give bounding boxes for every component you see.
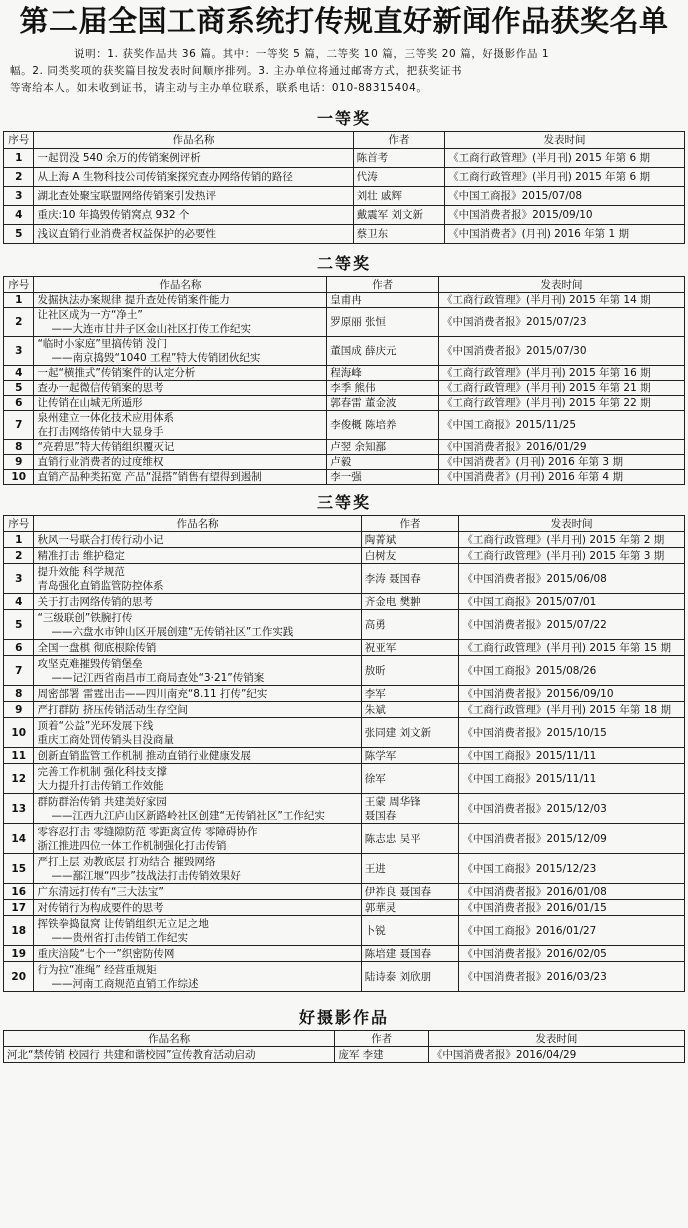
work-title-line: 严打群防 挤压传销活动生存空间	[37, 703, 188, 716]
publish-date: 《工商行政管理》(半月刊) 2015 年第 16 期	[439, 366, 685, 381]
work-title	[34, 187, 353, 206]
work-title	[34, 225, 353, 244]
work-title	[34, 748, 361, 764]
row-number: 4	[4, 594, 34, 610]
table-row	[4, 824, 685, 854]
work-title-line: 攻坚克难摧毁传销堡垒	[37, 657, 143, 670]
publish-date: 《中国消费者报》2016/03/23	[459, 962, 685, 992]
work-title-line: 提升效能 科学规范	[37, 565, 125, 578]
award-section	[0, 491, 688, 992]
table-row	[4, 594, 685, 610]
work-title	[34, 396, 327, 411]
table-row	[4, 884, 685, 900]
work-author: 李涛 聂国春	[361, 564, 459, 594]
work-author: 董国成 薛庆元	[327, 337, 439, 366]
work-author: 陈首考	[353, 149, 444, 168]
work-author: 李季 熊伟	[327, 381, 439, 396]
table-row	[4, 610, 685, 640]
row-number: 1	[4, 532, 34, 548]
row-number: 17	[4, 900, 34, 916]
publish-date: 《中国工商报》2016/01/27	[459, 916, 685, 946]
table-row	[4, 411, 685, 440]
publish-date: 《工商行政管理》(半月刊) 2015 年第 21 期	[439, 381, 685, 396]
work-author: 陈学军	[361, 748, 459, 764]
work-title	[34, 455, 327, 470]
publish-date: 《中国消费者报》2015/12/03	[459, 794, 685, 824]
table-header-row	[4, 1031, 685, 1047]
publish-date: 《工商行政管理》(半月刊) 2015 年第 3 期	[459, 548, 685, 564]
work-author: 齐金电 樊翀	[361, 594, 459, 610]
work-subtitle-line: ——河南工商规范直销工作综述	[51, 977, 199, 990]
publish-date: 《工商行政管理》(半月刊) 2015 年第 14 期	[439, 293, 685, 308]
work-subtitle-line: ——贵州省打击传销工作纪实	[51, 931, 188, 944]
work-author: 蔡卫东	[353, 225, 444, 244]
publish-date: 《工商行政管理》(半月刊) 2015 年第 18 期	[459, 702, 685, 718]
table-row	[4, 718, 685, 748]
table-row	[4, 440, 685, 455]
work-title	[34, 900, 361, 916]
publish-date: 《工商行政管理》(半月刊) 2015 年第 6 期	[445, 168, 685, 187]
work-subtitle-line: 重庆工商处罚传销头目没商量	[37, 733, 174, 746]
work-title-line: “三级联创”铁腕打传	[37, 611, 133, 624]
header-seq: 序号	[4, 277, 34, 293]
row-number: 2	[4, 308, 34, 337]
row-number: 3	[4, 564, 34, 594]
row-number: 1	[4, 149, 34, 168]
work-subtitle-line: ——江西九江庐山区新路岭社区创建“无传销社区”工作纪实	[51, 809, 325, 822]
row-number: 10	[4, 718, 34, 748]
row-number: 5	[4, 381, 34, 396]
work-author: 罗原丽 张恒	[327, 308, 439, 337]
table-row	[4, 854, 685, 884]
work-title	[34, 411, 327, 440]
award-table	[3, 276, 685, 485]
publish-date: 《中国消费者报》2016/04/29	[428, 1047, 684, 1063]
table-row	[4, 455, 685, 470]
award-section	[0, 252, 688, 485]
work-title-line: 湖北查处聚宝联盟网络传销案引发热评	[37, 190, 216, 202]
work-author: 王进	[361, 854, 459, 884]
table-row	[4, 396, 685, 411]
row-number: 10	[4, 470, 34, 485]
work-subtitle-line: 青岛强化直销监管防控体系	[37, 579, 164, 592]
work-title-line: 零容忍打击 零缝隙防范 零距离宣传 零障碍协作	[37, 825, 258, 838]
work-author	[361, 794, 459, 824]
work-subtitle-line: ——六盘水市钟山区开展创建“无传销社区”工作实践	[51, 625, 294, 638]
publish-date: 《工商行政管理》(半月刊) 2015 年第 22 期	[439, 396, 685, 411]
publish-date: 《中国消费者报》2015/09/10	[445, 206, 685, 225]
publish-date: 《中国工商报》2015/07/08	[445, 187, 685, 206]
row-number: 18	[4, 916, 34, 946]
award-table	[3, 515, 685, 992]
table-header-row	[4, 277, 685, 293]
work-title	[34, 470, 327, 485]
work-title	[34, 594, 361, 610]
table-row	[4, 293, 685, 308]
table-row	[4, 308, 685, 337]
row-number: 4	[4, 206, 34, 225]
table-row	[4, 748, 685, 764]
publish-date: 《中国消费者报》2016/01/08	[459, 884, 685, 900]
work-title-line: 关于打击网络传销的思考	[37, 595, 153, 608]
publish-date: 《中国工商报》2015/12/23	[459, 854, 685, 884]
table-row	[4, 381, 685, 396]
award-table	[3, 1030, 685, 1063]
work-title-line: 重庆:10 年捣毁传销窝点 932 个	[37, 209, 190, 221]
publish-date: 《中国消费者报》2015/07/30	[439, 337, 685, 366]
table-row	[4, 900, 685, 916]
author-line: 王蒙 周华锋	[364, 795, 421, 808]
work-title	[34, 206, 353, 225]
work-title	[34, 916, 361, 946]
author-line: 聂国春	[364, 809, 397, 822]
table-row	[4, 470, 685, 485]
work-subtitle-line: 在打击网络传销中大显身手	[37, 426, 164, 438]
row-number: 8	[4, 440, 34, 455]
work-title-line: 一起“横推式”传销案件的认定分析	[37, 367, 196, 379]
work-title	[34, 440, 327, 455]
work-title-line: 严打上层 劝教底层 打劝结合 摧毁网络	[37, 855, 216, 868]
publish-date: 《中国工商报》2015/08/26	[459, 656, 685, 686]
work-title-line: 精准打击 维护稳定	[37, 549, 125, 562]
row-number: 6	[4, 640, 34, 656]
work-subtitle-line: ——南京捣毁“1040 工程”特大传销团伙纪实	[51, 352, 261, 364]
work-title-line: 让传销在山城无所遁形	[37, 397, 143, 409]
header-date: 发表时间	[459, 516, 685, 532]
publish-date: 《中国消费者报》2015/12/09	[459, 824, 685, 854]
publish-date: 《中国消费者》(月刊) 2016 年第 3 期	[439, 455, 685, 470]
row-number: 15	[4, 854, 34, 884]
header-name: 作品名称	[34, 132, 353, 149]
header-date: 发表时间	[439, 277, 685, 293]
publish-date: 《中国消费者报》20156/09/10	[459, 686, 685, 702]
work-title	[34, 548, 361, 564]
table-row	[4, 946, 685, 962]
table-header-row	[4, 132, 685, 149]
work-title	[34, 366, 327, 381]
table-row	[4, 206, 685, 225]
row-number: 11	[4, 748, 34, 764]
work-author: 陈志忠 吴平	[361, 824, 459, 854]
work-author: 陆诗泰 刘欣朋	[361, 962, 459, 992]
row-number: 16	[4, 884, 34, 900]
work-title-line: 发掘执法办案规律 提升查处传销案件能力	[37, 294, 230, 306]
section-title: 好摄影作品	[298, 1008, 389, 1027]
publish-date: 《中国消费者报》2016/01/29	[439, 440, 685, 455]
table-row	[4, 794, 685, 824]
table-row	[4, 702, 685, 718]
award-section	[0, 107, 688, 244]
table-header-row	[4, 516, 685, 532]
work-title	[34, 718, 361, 748]
award-table	[3, 131, 685, 244]
work-subtitle-line: ——记江西省南昌市工商局查处“3·21”传销案	[51, 671, 265, 684]
row-number: 20	[4, 962, 34, 992]
note-line: 等寄给本人。如未收到证书，请主动与主办单位联系，联系电话：010-88315404。	[10, 82, 428, 94]
header-author: 作者	[327, 277, 439, 293]
work-title-line: 直销产品种类拓宽 产品“混搭”销售有望得到遏制	[37, 471, 262, 483]
work-subtitle-line: 大力提升打击传销工作效能	[37, 779, 164, 792]
work-author: 皇甫冉	[327, 293, 439, 308]
publish-date: 《中国消费者报》2016/01/15	[459, 900, 685, 916]
publish-date: 《中国工商报》2015/11/11	[459, 764, 685, 794]
work-author: 程海峰	[327, 366, 439, 381]
work-title	[34, 702, 361, 718]
header-author: 作者	[361, 516, 459, 532]
header-name: 作品名称	[34, 516, 361, 532]
publish-date: 《中国消费者报》2016/02/05	[459, 946, 685, 962]
work-title-line: 一起罚没 540 余万的传销案例评析	[37, 152, 201, 164]
work-title-line: 让社区成为一方“净土”	[37, 309, 143, 321]
work-author: 白树友	[361, 548, 459, 564]
header-seq: 序号	[4, 132, 34, 149]
work-title-line: “亮碧思”特大传销组织覆灭记	[37, 441, 175, 453]
work-author: 卢毅	[327, 455, 439, 470]
row-number: 19	[4, 946, 34, 962]
work-title-line: 行为拉“准绳” 经营重规矩	[37, 963, 157, 976]
work-title-line: 直销行业消费者的过度维权	[37, 456, 164, 468]
work-author: 郭華灵	[361, 900, 459, 916]
work-author: 郭春雷 董金波	[327, 396, 439, 411]
sections-container	[0, 107, 688, 1063]
work-author: 陈培建 聂国春	[361, 946, 459, 962]
work-title	[34, 824, 361, 854]
work-author: 李军	[361, 686, 459, 702]
row-number: 3	[4, 187, 34, 206]
work-title	[34, 884, 361, 900]
row-number: 4	[4, 366, 34, 381]
work-author: 戴震军 刘文新	[353, 206, 444, 225]
row-number: 12	[4, 764, 34, 794]
row-number: 14	[4, 824, 34, 854]
work-title	[34, 794, 361, 824]
row-number: 3	[4, 337, 34, 366]
work-author: 李一强	[327, 470, 439, 485]
work-title	[34, 854, 361, 884]
page-title: 第二届全国工商系统打传规直好新闻作品获奖名单	[19, 4, 669, 38]
work-subtitle-line: ——鄯江堰“四步”技战法打击传销效果好	[51, 869, 241, 882]
work-author: 伊祚良 聂国春	[361, 884, 459, 900]
work-title-line: 广东清远打传有“三大法宝”	[37, 885, 164, 898]
work-title	[34, 564, 361, 594]
header-author: 作者	[335, 1031, 429, 1047]
table-row	[4, 686, 685, 702]
work-title	[34, 764, 361, 794]
header-name: 作品名称	[34, 277, 327, 293]
work-title-line: 创新直销监管工作机制 推动直销行业健康发展	[37, 749, 251, 762]
work-title-line: 秋风一号联合打传行动小记	[37, 533, 164, 546]
publish-date: 《中国消费者》(月刊) 2016 年第 1 期	[445, 225, 685, 244]
row-number: 6	[4, 396, 34, 411]
work-subtitle-line: 浙江推进四位一体工作机制强化打击传销	[37, 839, 227, 852]
publish-date: 《中国工商报》2015/07/01	[459, 594, 685, 610]
publish-date: 《中国消费者报》2015/06/08	[459, 564, 685, 594]
work-author: 高勇	[361, 610, 459, 640]
work-author: 张同建 刘文新	[361, 718, 459, 748]
row-number: 5	[4, 610, 34, 640]
publish-date: 《中国消费者报》2015/07/22	[459, 610, 685, 640]
row-number: 9	[4, 702, 34, 718]
work-title-line: 挥铁拳捣鼠窝 让传销组织无立足之地	[37, 917, 209, 930]
table-row	[4, 225, 685, 244]
table-row	[4, 916, 685, 946]
header-author: 作者	[353, 132, 444, 149]
work-title-line: 从上海 A 生物科技公司传销案探究查办网络传销的路径	[37, 171, 293, 183]
work-author: 敖昕	[361, 656, 459, 686]
work-title	[34, 686, 361, 702]
table-row	[4, 532, 685, 548]
header-date: 发表时间	[445, 132, 685, 149]
note-paragraph	[10, 46, 678, 97]
work-title	[34, 640, 361, 656]
work-title-line: 群防群治传销 共建美好家园	[37, 795, 167, 808]
row-number: 8	[4, 686, 34, 702]
work-title	[34, 381, 327, 396]
work-title-line: 对传销行为构成要件的思考	[37, 901, 164, 914]
work-author: 卢翌 余知鄯	[327, 440, 439, 455]
work-author: 庞军 李建	[335, 1047, 429, 1063]
publish-date: 《中国工商报》2015/11/25	[439, 411, 685, 440]
work-author: 祝亚军	[361, 640, 459, 656]
note-line: 幅。2. 同类奖项的获奖篇目按发表时间顺序排列。3. 主办单位将通过邮寄方式，把获奖证书	[10, 65, 463, 77]
table-row	[4, 149, 685, 168]
publish-date: 《工商行政管理》(半月刊) 2015 年第 6 期	[445, 149, 685, 168]
work-title	[34, 337, 327, 366]
table-row	[4, 366, 685, 381]
award-section	[0, 1006, 688, 1063]
work-title-line: 顶着“公益”光环发展下线	[37, 719, 154, 732]
work-title-line: 重庆涪陵“七个一”织密防传网	[37, 947, 175, 960]
publish-date: 《工商行政管理》(半月刊) 2015 年第 2 期	[459, 532, 685, 548]
header-date: 发表时间	[428, 1031, 684, 1047]
work-title	[4, 1047, 335, 1063]
work-title	[34, 946, 361, 962]
work-author: 代涛	[353, 168, 444, 187]
section-title: 三等奖	[316, 493, 371, 512]
work-title-line: 完善工作机制 强化科技支撑	[37, 765, 167, 778]
table-row	[4, 168, 685, 187]
publish-date: 《中国消费者报》2015/10/15	[459, 718, 685, 748]
table-row	[4, 640, 685, 656]
work-author: 刘壮 戚辉	[353, 187, 444, 206]
header-name: 作品名称	[4, 1031, 335, 1047]
work-title-line: 查办一起微信传销案的思考	[37, 382, 164, 394]
work-subtitle-line: ——大连市甘井子区金山社区打传工作纪实	[51, 323, 251, 335]
table-row	[4, 1047, 685, 1063]
work-title	[34, 149, 353, 168]
publish-date: 《中国消费者报》2015/07/23	[439, 308, 685, 337]
row-number: 13	[4, 794, 34, 824]
publish-date: 《中国消费者》(月刊) 2016 年第 4 期	[439, 470, 685, 485]
work-title-line: 河北“禁传销 校园行 共建和谐校园”宣传教育活动启动	[7, 1048, 256, 1061]
table-row	[4, 548, 685, 564]
work-author: 卜锐	[361, 916, 459, 946]
table-row	[4, 564, 685, 594]
table-row	[4, 656, 685, 686]
work-title	[34, 308, 327, 337]
work-title-line: 浅议直销行业消费者权益保护的必要性	[37, 228, 216, 240]
work-author: 陶菁斌	[361, 532, 459, 548]
row-number: 2	[4, 548, 34, 564]
work-author: 朱斌	[361, 702, 459, 718]
table-row	[4, 187, 685, 206]
work-title	[34, 532, 361, 548]
work-title	[34, 610, 361, 640]
row-number: 7	[4, 411, 34, 440]
row-number: 1	[4, 293, 34, 308]
publish-date: 《工商行政管理》(半月刊) 2015 年第 15 期	[459, 640, 685, 656]
work-title-line: “临时小家庭”里搞传销 没门	[37, 338, 168, 350]
work-title	[34, 168, 353, 187]
row-number: 5	[4, 225, 34, 244]
row-number: 7	[4, 656, 34, 686]
work-author: 李俊概 陈培养	[327, 411, 439, 440]
section-title: 二等奖	[316, 254, 371, 273]
work-title-line: 周密部署 雷霆出击——四川南充“8.11 打传”纪实	[37, 687, 268, 700]
work-title	[34, 656, 361, 686]
section-title: 一等奖	[316, 109, 371, 128]
note-line: 说明：1. 获奖作品共 36 篇。其中：一等奖 5 篇，二等奖 10 篇，三等奖 20 篇，好摄影作品 1	[74, 48, 550, 60]
row-number: 2	[4, 168, 34, 187]
work-title-line: 泉州建立一体化技术应用体系	[37, 412, 174, 424]
table-row	[4, 962, 685, 992]
work-title-line: 全国一盘棋 彻底根除传销	[37, 641, 157, 654]
work-title	[34, 293, 327, 308]
work-title	[34, 962, 361, 992]
row-number: 9	[4, 455, 34, 470]
table-row	[4, 337, 685, 366]
header-seq: 序号	[4, 516, 34, 532]
work-author: 徐军	[361, 764, 459, 794]
publish-date: 《中国工商报》2015/11/11	[459, 748, 685, 764]
table-row	[4, 764, 685, 794]
